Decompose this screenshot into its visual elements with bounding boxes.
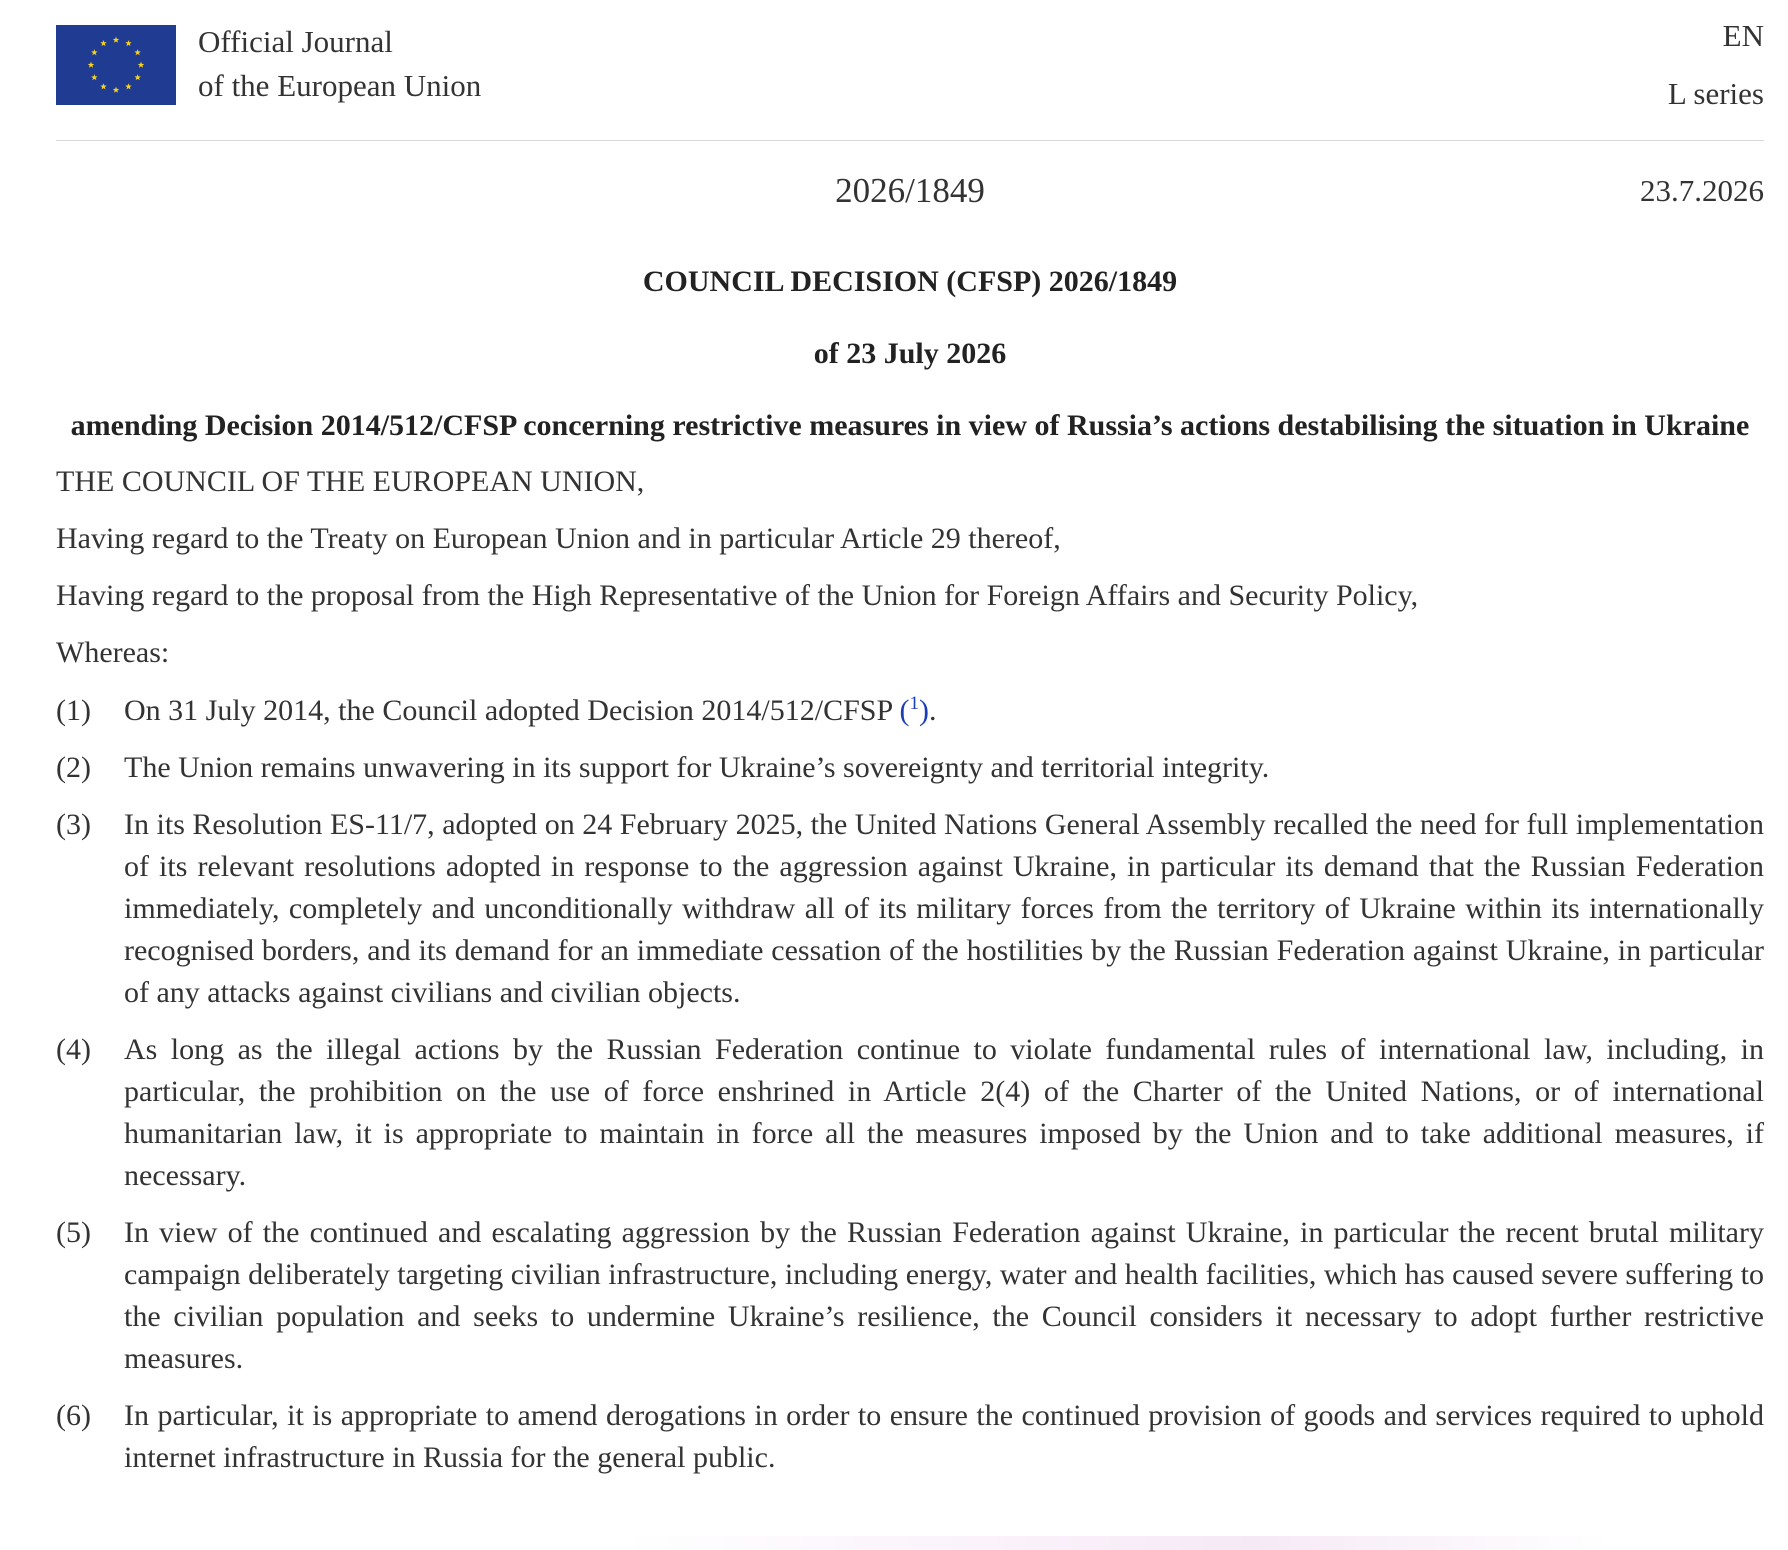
series-label: L series — [1667, 76, 1764, 111]
document-page — [56, 0, 1764, 1494]
recital-item — [56, 1212, 1764, 1380]
language-code: EN — [1722, 18, 1764, 53]
recital-number: (6) — [56, 1399, 91, 1432]
recitals-list — [56, 690, 1764, 1479]
recital-item — [56, 804, 1764, 1014]
document-number-row — [56, 141, 1764, 241]
recital-item — [56, 1395, 1764, 1479]
recital-number: (3) — [56, 808, 91, 841]
recital-text: On 31 July 2014, the Council adopted Decision 2014/512/CFSP ($^1$). — [124, 693, 937, 727]
council-heading: THE COUNCIL OF THE EUROPEAN UNION, — [56, 465, 645, 498]
journal-title-line1: Official Journal — [198, 24, 393, 59]
recital-text: In its Resolution ES-11/7, adopted on 24 February 2025, the United Nations General Assembly recalled the need for full implementation of its relevant resolutions adopted in response to the aggression against Ukraine, in particular its demand that the Russian Federation immediately, completely and unconditionally withdraw all of its military forces from the territory of Ukraine within its internationally recognised borders, and its demand for an immediate cessation of the hostilities by the Russian Federation against Ukraine, in particular of any attacks against civilians and civilian objects. — [124, 808, 1764, 1009]
whereas-label: Whereas: — [56, 636, 170, 669]
regard-proposal: Having regard to the proposal from the High Representative of the Union for Foreign Affairs and Security Policy, — [56, 579, 1419, 612]
recital-number: (5) — [56, 1216, 91, 1249]
regard-treaty: Having regard to the Treaty on European Union and in particular Article 29 thereof, — [56, 522, 1061, 555]
eu-flag-icon — [56, 25, 176, 105]
recital-text: The Union remains unwavering in its support for Ukraine’s sovereignty and territorial integrity. — [124, 751, 1270, 784]
recital-item — [56, 747, 1764, 789]
publication-date: 23.7.2026 — [1640, 173, 1764, 208]
decision-subject: amending Decision 2014/512/CFSP concerning restrictive measures in view of Russia’s actions destabilising the situation in Ukraine — [70, 409, 1750, 442]
recital-text: In view of the continued and escalating aggression by the Russian Federation against Ukraine, in particular the recent brutal military campaign deliberately targeting civilian infrastructure, including energy, water and health facilities, which has caused severe suffering to the civilian population and seeks to undermine Ukraine’s resilience, the Council considers it necessary to adopt further restrictive measures. — [124, 1216, 1764, 1375]
document-number: 2026/1849 — [835, 171, 985, 210]
recital-item — [56, 690, 1764, 732]
journal-header — [56, 0, 1764, 141]
decision-title: COUNCIL DECISION (CFSP) 2026/1849 — [642, 265, 1178, 298]
recital-item — [56, 1029, 1764, 1197]
footnote-link[interactable]: ($^1$) — [892, 693, 930, 727]
recital-text: As long as the illegal actions by the Russian Federation continue to violate fundamental rules of international law, including, in particular, the prohibition on the use of force enshrined in Article 2(4) of the Charter of the United Nations, or of international humanitarian law, it is appropriate to maintain in force all the measures imposed by the Union and to take additional measures, if necessary. — [124, 1033, 1764, 1192]
recital-number: (1) — [56, 694, 91, 727]
footnote-number: 1 — [909, 693, 920, 714]
recital-text-body: On 31 July 2014, the Council adopted Decision 2014/512/CFSP — [124, 694, 893, 727]
recital-number: (2) — [56, 751, 91, 784]
recital-number: (4) — [56, 1033, 91, 1066]
recital-text: In particular, it is appropriate to amend derogations in order to ensure the continued provision of goods and services required to uphold internet infrastructure in Russia for the general public. — [124, 1399, 1764, 1474]
journal-title-line2: of the European Union — [198, 68, 482, 103]
journal-title — [198, 20, 481, 108]
decision-date: of 23 July 2026 — [813, 337, 1007, 370]
bottom-fade — [0, 1536, 1788, 1550]
